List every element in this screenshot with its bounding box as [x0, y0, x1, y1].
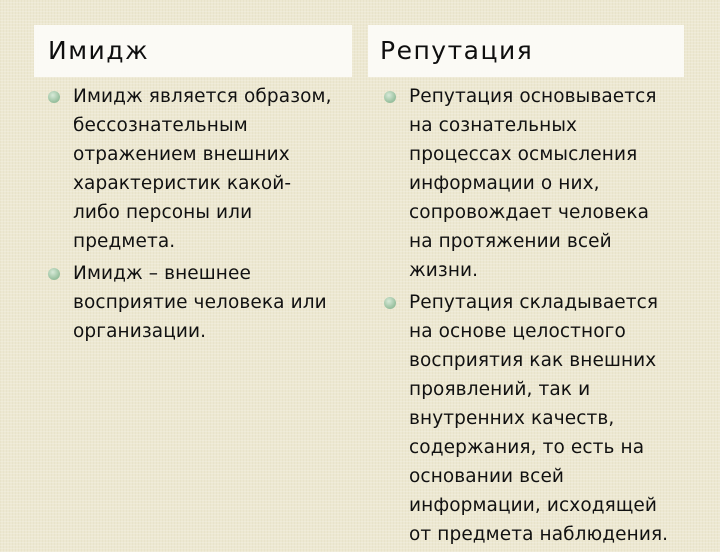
bullet-line: Имидж является образом, [73, 86, 332, 107]
bullet-line: характеристик какой- [73, 173, 292, 194]
bullet-icon [384, 297, 396, 309]
bullet-item [384, 288, 694, 549]
bullet-line: предмета. [73, 231, 176, 252]
bullet-line: на основе целостного [409, 321, 626, 342]
bullet-line: либо персоны или [73, 202, 253, 223]
bullet-item [48, 259, 358, 346]
bullet-line: от предмета наблюдения. [409, 524, 669, 545]
bullet-line: информации о них, [409, 173, 600, 194]
bullet-item [384, 82, 694, 285]
bullet-line: Имидж – внешнее [73, 263, 251, 284]
bullet-line: процессах осмысления [409, 144, 638, 165]
bullet-list-reputation [384, 82, 694, 549]
bullet-line: содержания, то есть на [409, 437, 645, 458]
bullet-line: восприятия как внешних [409, 350, 657, 371]
bullet-line: информации, исходящей [409, 495, 658, 516]
bullet-line: сопровождает человека [409, 202, 650, 223]
bullet-line: восприятие человека или [73, 292, 327, 313]
bullet-line: бессознательным [73, 115, 248, 136]
bullet-line: основании всей [409, 466, 565, 487]
column-reputation [384, 82, 694, 552]
bullet-line: Репутация складывается [409, 292, 659, 313]
heading-image: Имидж [34, 25, 352, 77]
column-image [48, 82, 358, 349]
bullet-line: жизни. [409, 260, 479, 281]
bullet-line: на протяжении всей [409, 231, 612, 252]
bullet-icon [384, 91, 396, 103]
bullet-line: на сознательных [409, 115, 578, 136]
bullet-list-image [48, 82, 358, 346]
heading-reputation: Репутация [368, 25, 684, 77]
bullet-icon [48, 91, 60, 103]
bullet-line: проявлений, так и [409, 379, 591, 400]
bullet-line: организации. [73, 321, 207, 342]
bullet-icon [48, 268, 60, 280]
bullet-line: внутренних качеств, [409, 408, 615, 429]
bullet-item [48, 82, 358, 256]
bullet-line: отражением внешних [73, 144, 290, 165]
bullet-line: Репутация основывается [409, 86, 657, 107]
